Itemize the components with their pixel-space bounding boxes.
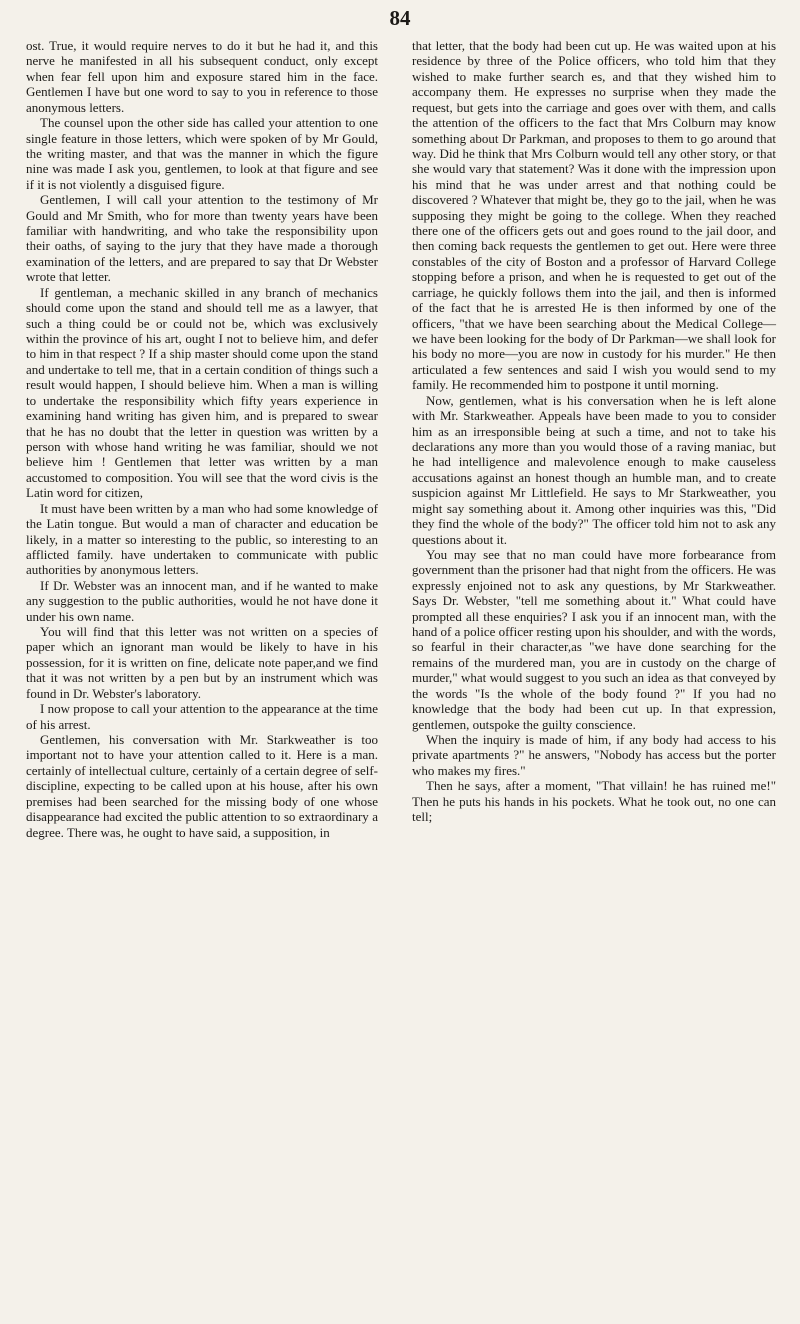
paragraph: When the inquiry is made of him, if any body had access to his private apartments ?" he answers, "Nobody has access but the porter who makes my fires." (412, 731, 776, 778)
paragraph: Gentlemen, I will call your attention to the testimony of Mr Gould and Mr Smith, who for more than twenty years have been familiar with handwriting, and who take the responsibility upon their oaths, of saying to the jury that they have made a thorough examination of the letters, and are prepared to say that Dr Webster wrote that letter. (26, 192, 378, 285)
paragraph: If gentleman, a mechanic skilled in any branch of mechanics should come upon the stand and should tell me as a lawyer, that such a thing could be or could not be, which was exclusively within the province of his art, ought I not to believe him, and defer to him in that respect ? If a ship master should come upon the stand and undertake to tell me, that in a certain condition of things such a result would happen, I should believe him. When a man is willing to undertake the responsibility which fifty years experience in examining hand writing has given him, and is prepared to swear that he has no doubt that the letter in question was written by a person with whose hand writing he was familiar, should we not believe him ! Gentlemen that letter was written by a man accustomed to composition. You will see that the word civis is the Latin word for citizen, (26, 284, 378, 501)
paragraph: Now, gentlemen, what is his conversation when he is left alone with Mr. Starkweather. Appeals have been made to you to consider him as an irresponsible being at such a time, and not to take his declarations any more than you would those of a raving maniac, but he had intelligence and malevolence enough to make causeless accusations against an honest though an humble man, and to create suspicion against Mr Littlefield. He says to Mr Starkweather, you might say something about it. Among other inquiries was this, "Did they find the whole of the body?" The officer told him not to ask any questions about it. (412, 392, 776, 547)
paragraph: ost. True, it would require nerves to do it but he had it, and this nerve he manifested in all his subsequent conduct, only except when fear fell upon him and exposure stared him in the face. Gentlemen I have but one word to say to you in reference to those anonymous letters. (26, 38, 378, 115)
paragraph: Then he says, after a moment, "That villain! he has ruined me!" Then he puts his hands in his pockets. What he took out, no one can tell; (412, 778, 776, 825)
paragraph: Gentlemen, his conversation with Mr. Starkweather is too important not to have your attention called to it. Here is a man. certainly of intellectual culture, certainly of a certain degree of self-discipline, expecting to be called upon at his house, after his own premises had been searched for the missing body of one whose disappearance had excited the public attention to so extraordinary a degree. There was, he ought to have said, a supposition, in (26, 731, 378, 840)
right-column (412, 38, 776, 825)
paragraph: that letter, that the body had been cut up. He was waited upon at his residence by three of the Police officers, who told him that they wished to make further search es, and that they wished him to accompany them. He expresses no surprise when they made the request, but gets into the carriage and goes over with them, and calls the attention of the officers to the fact that Mrs Colburn may know something about Dr Parkman, and proposes to them to go around that way. Did he think that Mrs Colburn would tell any other story, or that she would vary that statement? Was it done with the impression upon his mind that he was under arrest and that nothing could be discovered ? Whatever that might be, they go to the jail, when he was supposing they might be going to the college. When they reached there one of the officers gets out and goes round to the jail door, and then coming back requests the gentlemen to get out. Here were three constables of the city of Boston and a professor of Harvard College stopping before a prison, and when he is requested to get out of the carriage, he quickly follows them into the jail, and then is informed of the fact that he is arrested He is then informed by one of the officers, "that we have been searching about the Medical College—we have been looking for the body of Dr Parkman—we shall look for his body no more—you are now in custody for his murder." He then articulated a few sentences and said I wish you would send to my family. He recommended him to postpone it until morning. (412, 38, 776, 393)
left-column (26, 38, 378, 840)
page-number: 84 (389, 6, 411, 30)
paragraph: I now propose to call your attention to the appearance at the time of his arrest. (26, 701, 378, 732)
paragraph: If Dr. Webster was an innocent man, and if he wanted to make any suggestion to the public authorities, would he not have done it under his own name. (26, 577, 378, 624)
paragraph: It must have been written by a man who had some knowledge of the Latin tongue. But would a man of character and education be likely, in a matter so interesting to the public, so interesting to an afflicted family. have undertaken to communicate with public authorities by anonymous letters. (26, 500, 378, 578)
paragraph: You will find that this letter was not written on a species of paper which an ignorant man would be likely to have in his possession, for it is written on fine, delicate note paper,and we find that it was not written by a pen but by an instrument which was found in Dr. Webster's laboratory. (26, 624, 378, 701)
paragraph: The counsel upon the other side has called your attention to one single feature in those letters, which were spoken of by Mr Gould, the writing master, and that was the manner in which the figure nine was made I ask you, gentlemen, to look at that figure and see if it is not violently a disguised figure. (26, 115, 378, 192)
paragraph: You may see that no man could have more forbearance from government than the prisoner had that night from the officers. He was expressly enjoined not to ask any questions, by Mr Starkweather. Says Dr. Webster, "tell me something about it." What could have prompted all these enquiries? I ask you if an innocent man, with the hand of a police officer resting upon his shoulder, and with the words, so fearful in their character,as "we have done searching for the remains of the murdered man, you are in custody on the charge of murder," what would suggest to you such an idea as that conveyed by the words "Is the whole of the body found ?" If you had no knowledge that the body had been cut up. In that expression, gentlemen, outspoke the guilty conscience. (412, 546, 776, 732)
